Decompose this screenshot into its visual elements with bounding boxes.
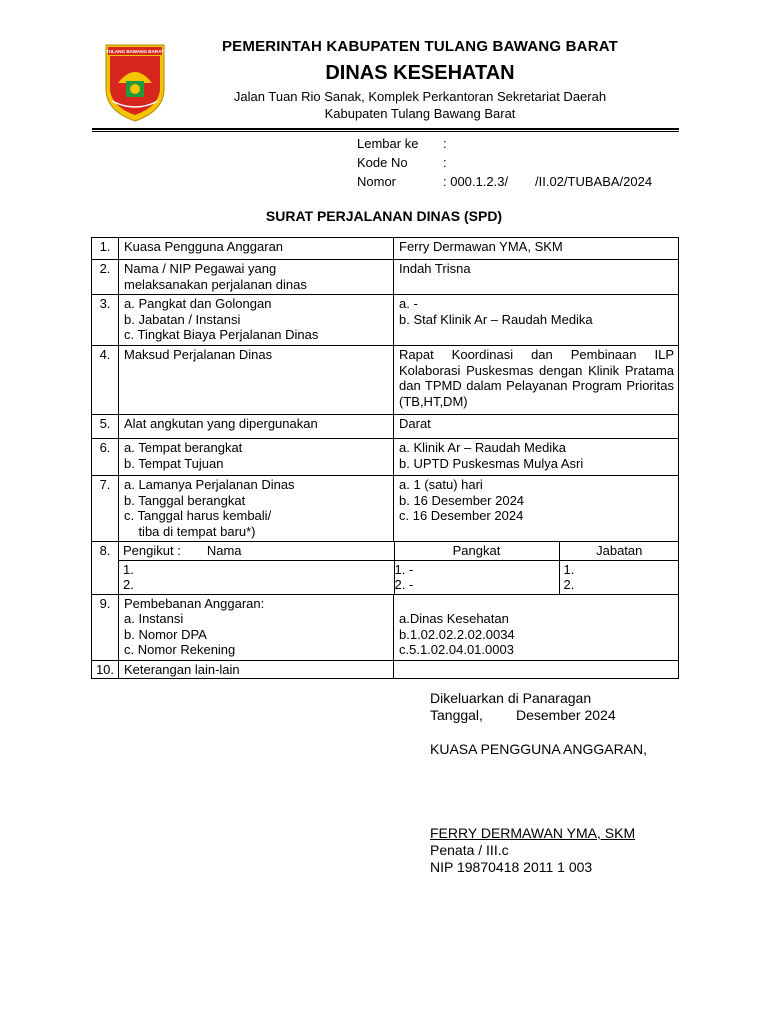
- table-row: [92, 346, 679, 415]
- row-value: a. - b. Staf Klinik Ar – Raudah Medika: [394, 295, 679, 346]
- row-value: a. Klinik Ar – Raudah Medika b. UPTD Puskesmas Mulya Asri: [394, 439, 679, 476]
- issued-date-value: Desember 2024: [516, 707, 616, 723]
- header-rule-thin: [92, 131, 679, 132]
- meta-label-nomor: Nomor: [357, 174, 397, 189]
- office-name: DINAS KESEHATAN: [325, 62, 515, 84]
- address-line-2: Kabupaten Tulang Bawang Barat: [324, 106, 516, 121]
- signatory-role: KUASA PENGGUNA ANGGARAN,: [430, 741, 648, 757]
- row-number: 7.: [92, 476, 119, 542]
- pengikut-nama: 1. 2.: [123, 561, 134, 592]
- table-row: [92, 260, 679, 295]
- government-name: PEMERINTAH KABUPATEN TULANG BAWANG BARAT: [221, 38, 619, 55]
- pengikut-header: [119, 542, 679, 561]
- table-row: [92, 415, 679, 439]
- row-value: a.Dinas Kesehatan b.1.02.02.2.02.0034 c.5.1.02.04.01.0003: [394, 594, 679, 660]
- signatory-nip: NIP 19870418 2011 1 003: [430, 859, 593, 875]
- table-row: [92, 238, 679, 260]
- table-row: [92, 295, 679, 346]
- pengikut-list: [119, 560, 679, 594]
- row-value: a. 1 (satu) hari b. 16 Desember 2024 c. 16 Desember 2024: [394, 476, 679, 542]
- regency-logo: [104, 43, 166, 123]
- row-number: 4.: [92, 346, 119, 415]
- table-row-pengikut-list: [92, 560, 679, 594]
- table-row-pengikut: [92, 542, 679, 561]
- row-label: Kuasa Pengguna Anggaran: [119, 238, 394, 260]
- signatory-rank: Penata / III.c: [430, 842, 509, 858]
- signatory-name: FERRY DERMAWAN YMA, SKM: [430, 825, 636, 841]
- row-number: 10.: [92, 660, 119, 679]
- row-label: Pembebanan Anggaran: a. Instansi b. Nomor DPA c. Nomor Rekening: [119, 594, 394, 660]
- logo-text: TULANG BAWANG BARAT: [105, 49, 165, 54]
- table-row: [92, 439, 679, 476]
- row-label: a. Tempat berangkat b. Tempat Tujuan: [119, 439, 394, 476]
- row-label: Maksud Perjalanan Dinas: [119, 346, 394, 415]
- row-number: 3.: [92, 295, 119, 346]
- pengikut-header-nama: Pengikut : Nama: [123, 543, 242, 558]
- row-label: Alat angkutan yang dipergunakan: [119, 415, 394, 439]
- row-value: [394, 660, 679, 679]
- address-line-1: Jalan Tuan Rio Sanak, Komplek Perkantoran Sekretariat Daerah: [233, 89, 607, 104]
- row-label: a. Pangkat dan Golongan b. Jabatan / Instansi c. Tingkat Biaya Perjalanan Dinas: [119, 295, 394, 346]
- issued-date-label: Tanggal,: [430, 707, 483, 723]
- meta-label-lembar: Lembar ke: [357, 136, 419, 151]
- row-value: Ferry Dermawan YMA, SKM: [394, 238, 679, 260]
- table-row: [92, 660, 679, 679]
- row-label: Nama / NIP Pegawai yang melaksanakan perjalanan dinas: [119, 260, 394, 295]
- spd-table: [91, 237, 679, 679]
- row-number: 5.: [92, 415, 119, 439]
- row-number: 1.: [92, 238, 119, 260]
- meta-label-kode: Kode No: [357, 155, 408, 170]
- meta-value-lembar: :: [443, 136, 447, 151]
- row-value: Darat: [394, 415, 679, 439]
- row-label: a. Lamanya Perjalanan Dinas b. Tanggal berangkat c. Tanggal harus kembali/ tiba di tempat baru*): [119, 476, 394, 542]
- row-value: Indah Trisna: [394, 260, 679, 295]
- row-value: Rapat Koordinasi dan Pembinaan ILP Kolaborasi Puskesmas dengan Klinik Pratama dan TPMD dalam Pelayanan Program Prioritas (TB,HT,DM): [394, 346, 679, 415]
- meta-value-nomor-suffix: /II.02/TUBABA/2024: [535, 174, 653, 189]
- table-row: [92, 476, 679, 542]
- pengikut-header-jabatan: Jabatan: [559, 542, 679, 560]
- pengikut-pangkat: 1. - 2. -: [394, 561, 559, 594]
- row-number: 9.: [92, 594, 119, 660]
- pengikut-header-pangkat: Pangkat: [394, 542, 559, 560]
- header-rule-thick: [92, 128, 679, 130]
- row-number: 6.: [92, 439, 119, 476]
- row-number: 2.: [92, 260, 119, 295]
- issued-place: Dikeluarkan di Panaragan: [430, 690, 592, 706]
- meta-value-kode: :: [443, 155, 447, 170]
- meta-value-nomor: : 000.1.2.3/: [443, 174, 509, 189]
- table-row: [92, 594, 679, 660]
- document-title: SURAT PERJALANAN DINAS (SPD): [265, 208, 503, 224]
- row-number: 8.: [92, 542, 119, 595]
- row-label: Keterangan lain-lain: [119, 660, 394, 679]
- pengikut-jabatan: 1. 2.: [559, 561, 679, 594]
